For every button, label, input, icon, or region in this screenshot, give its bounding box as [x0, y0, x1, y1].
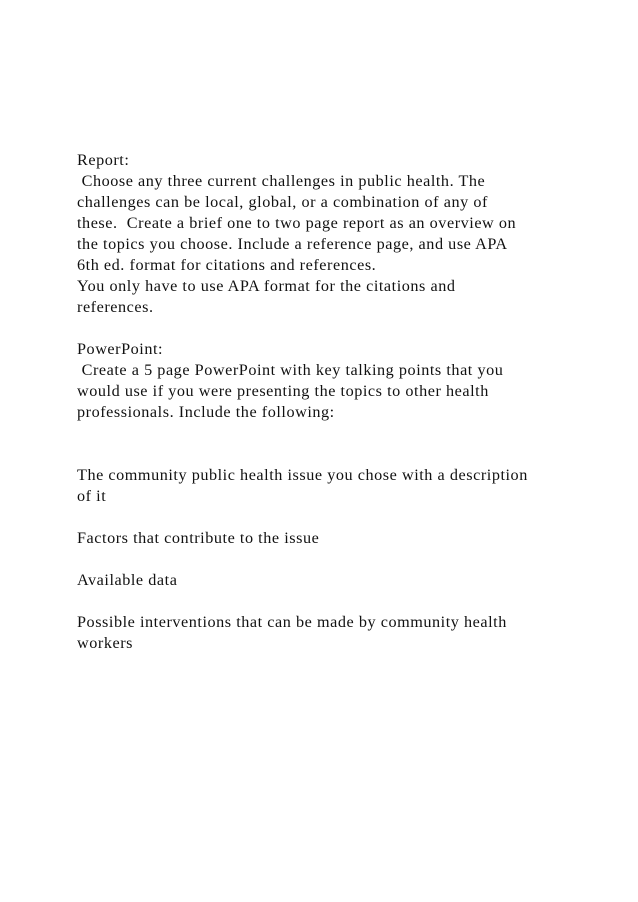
report-text-line: these. Create a brief one to two page report as an overview on: [77, 214, 517, 232]
powerpoint-text-line: Create a 5 page PowerPoint with key talking points that you: [77, 361, 504, 379]
document-body: [77, 150, 577, 654]
item-spacer: [77, 549, 577, 570]
powerpoint-text-line: would use if you were presenting the topics to other health: [77, 382, 489, 400]
report-text-line: Choose any three current challenges in public health. The: [77, 172, 486, 190]
list-item-line: Factors that contribute to the issue: [77, 529, 320, 547]
paragraph-spacer: [77, 423, 577, 444]
report-text-line: the topics you choose. Include a reference page, and use APA: [77, 235, 508, 253]
list-item-line: The community public health issue you chose with a description: [77, 466, 528, 484]
powerpoint-text-line: professionals. Include the following:: [77, 403, 335, 421]
list-item-line: Possible interventions that can be made by community health: [77, 613, 507, 631]
item-spacer: [77, 507, 577, 528]
list-item-line: of it: [77, 487, 107, 505]
powerpoint-heading: PowerPoint:: [77, 340, 164, 358]
report-text-line: 6th ed. format for citations and references.: [77, 256, 377, 274]
paragraph-spacer: [77, 318, 577, 339]
paragraph-spacer: [77, 444, 577, 465]
list-item-line: Available data: [77, 571, 178, 589]
list-item-line: workers: [77, 634, 133, 652]
report-heading: Report:: [77, 151, 130, 169]
report-text-line: You only have to use APA format for the citations and: [77, 277, 456, 295]
report-text-line: references.: [77, 298, 154, 316]
item-spacer: [77, 591, 577, 612]
report-text-line: challenges can be local, global, or a combination of any of: [77, 193, 488, 211]
